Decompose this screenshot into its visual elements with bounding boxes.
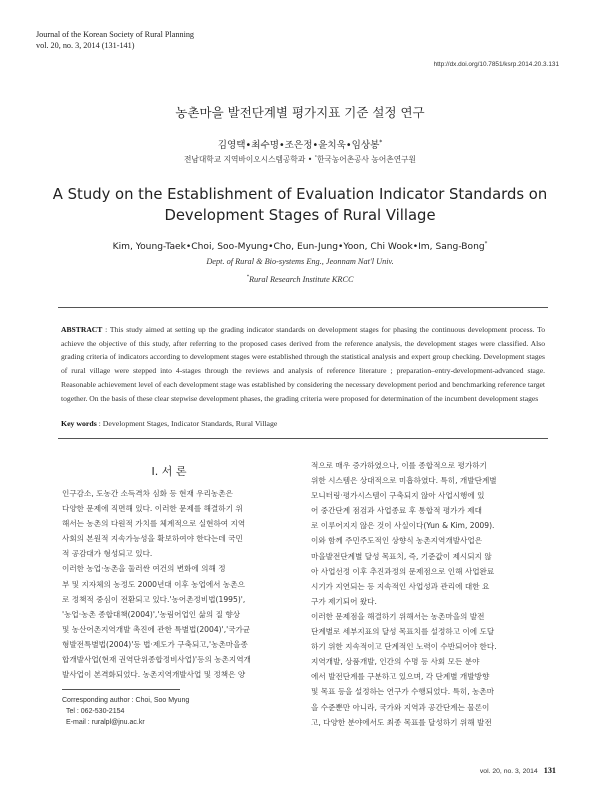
keywords xyxy=(61,419,277,428)
korean-affiliation-1: 전남대학교 지역바이오시스템공학과 • xyxy=(184,155,315,164)
korean-authors-text: 김영택•최수명•조은정•윤치욱•임상봉 xyxy=(217,140,380,151)
english-affiliation-1: Dept. of Rural & Bio-systems Eng., Jeonnam Nat'l Univ. xyxy=(206,257,394,266)
english-authors-text: Kim, Young-Taek•Choi, Soo-Myung•Cho, Eun-Jung•Yoon, Chi Wook•Im, Sang-Bong xyxy=(112,242,485,253)
body-left-column xyxy=(62,486,294,682)
journal-name: Journal of the Korean Society of Rural Planning xyxy=(36,30,195,39)
body-right-column xyxy=(311,458,543,730)
english-authors xyxy=(0,241,600,252)
english-affiliation-2 xyxy=(0,275,600,284)
body-line: 아 사업선정 이후 추진과정의 문제점으로 인해 사업완료 xyxy=(311,566,495,576)
body-line: 시기가 지연되는 등 지속적인 사업성과 관리에 대한 요 xyxy=(311,581,490,591)
body-line: 형발전특별법(2004)'등 법·제도가 구축되고,'농촌마을종 xyxy=(62,639,248,649)
keywords-text: : Development Stages, Indicator Standards, Rural Village xyxy=(96,419,278,428)
body-line: 마을발전단계별 달성 목표치, 즉, 기준값이 제시되지 않 xyxy=(311,551,492,561)
footnote xyxy=(62,695,189,728)
body-line: 이와 함께 주민주도적인 상향식 농촌지역개발사업은 xyxy=(311,536,483,546)
page-number: 131 xyxy=(543,766,556,775)
korean-affiliation-2: 한국농어촌공사 농어촌연구원 xyxy=(317,155,416,164)
body-line: 로 이루어지지 않은 것이 사실이다(Yun & Kim, 2009). xyxy=(311,521,495,531)
section-heading: Ⅰ. 서 론 xyxy=(151,465,187,478)
body-line: 단계별로 세부지표의 달성 목표치를 설정하고 이에 도달 xyxy=(311,627,495,637)
body-line: 에서 발전단계를 구분하고 있으며, 각 단계별 개발방향 xyxy=(311,672,490,682)
korean-authors xyxy=(0,137,600,151)
body-line: 구가 제기되어 왔다. xyxy=(311,596,377,606)
body-line: 발사업이 본격화되었다. 농촌지역개발사업 및 정책은 양 xyxy=(62,670,246,680)
body-line: 어 중간단계 점검과 사업종료 후 통합적 평가가 제대 xyxy=(311,506,482,516)
journal-header xyxy=(36,30,194,51)
korean-title: 농촌마을 발전단계별 평가지표 기준 설정 연구 xyxy=(175,105,425,120)
body-line: 및 농산어촌지역개발 촉진에 관한 특별법(2004)','국가균 xyxy=(62,624,251,634)
body-line: 이러한 문제점을 해결하기 위해서는 농촌마을의 발전 xyxy=(311,611,485,621)
body-line: 인구감소, 도농간 소득격차 심화 등 현재 우리농촌은 xyxy=(62,489,233,498)
english-author-mark: * xyxy=(484,241,488,247)
corresponding-author: Corresponding author : Choi, Soo Myung xyxy=(62,697,190,704)
journal-volume: vol. 20, no. 3, 2014 (131-141) xyxy=(36,40,135,50)
body-line: 다양한 문제에 직면해 있다. 이러한 문제를 해결하기 위 xyxy=(62,504,243,514)
english-title xyxy=(0,184,600,226)
abstract-bottom-rule xyxy=(58,438,548,439)
doi-link[interactable]: http://dx.doi.org/10.7851/ksrp.2014.20.3.131 xyxy=(433,61,559,68)
affiliation-mark: * xyxy=(314,155,317,161)
korean-affiliation xyxy=(0,154,600,165)
body-line: '농업·농촌 종합대책(2004)','농림어업인 삶의 질 향상 xyxy=(62,609,241,619)
body-line: 적 공감대가 형성되고 있다. xyxy=(62,549,153,559)
abstract-top-rule xyxy=(58,307,548,308)
footer-volume: vol. 20, no. 3, 2014 xyxy=(479,768,538,775)
english-affiliation-mark: * xyxy=(246,275,249,281)
body-line: 적으로 매우 증가하였으나, 이를 종합적으로 평가하기 xyxy=(311,461,487,470)
body-line: 해서는 농촌의 다원적 가치를 체계적으로 실현하여 지역 xyxy=(62,519,246,529)
english-title-line2: Development Stages of Rural Village xyxy=(164,207,436,224)
body-line: 로 정책적 중심이 전환되고 있다.'농어촌정비법(1995)', xyxy=(62,594,246,604)
body-line: 및 목표 등을 설정하는 연구가 수행되었다. 특히, 농촌마 xyxy=(311,687,495,697)
footnote-rule xyxy=(62,689,180,690)
body-line: 고, 다양한 분야에서도 최종 목표를 달성하기 위해 발전 xyxy=(311,717,492,727)
author-mark: * xyxy=(379,139,383,146)
page-footer xyxy=(480,766,556,775)
keywords-label: Key words xyxy=(61,419,97,428)
footnote-email[interactable]: E-mail : ruralpl@jnu.ac.kr xyxy=(66,719,145,726)
body-line: 을 수준뿐만 아니라, 국가와 지역과 공간단계는 물론이 xyxy=(311,702,490,712)
english-affiliation-2-text: Rural Research Institute KRCC xyxy=(248,275,354,284)
body-line: 사회의 본원적 지속가능성을 확보하여야 한다는데 국민 xyxy=(62,534,243,544)
body-line: 모니터링·평가시스템이 구축되지 않아 사업시행에 있 xyxy=(311,491,485,501)
body-line: 지역개발, 상품개발, 인간의 수명 등 사회 모든 분야 xyxy=(311,657,480,667)
footnote-tel: Tel : 062-530-2154 xyxy=(66,708,125,715)
body-line: 부 및 지자체의 농정도 2000년대 이후 농업에서 농촌으 xyxy=(62,579,245,589)
body-line: 하기 위한 지속적이고 단계적인 노력이 수반되어야 한다. xyxy=(311,642,497,652)
body-line: 위한 시스템은 상대적으로 미흡하였다. 특히, 개발단계별 xyxy=(311,476,497,486)
abstract-label: ABSTRACT xyxy=(61,325,103,334)
body-line: 합개발사업(현재 권역단위종합정비사업)'등의 농촌지역개 xyxy=(62,655,251,665)
abstract-text: : This study aimed at setting up the grading indicator standards on development stages for phasing the continuous development process. To achieve the objective of this study, after referring to the proposed cases derived from the reference analysis, the development stages were classified. Also grading criteria of indicators according to development stages were established through the statistical analysis and expert group checking. Development stages of rural village were stepped into 4-stages through the reviews and analysis of reference literature ; preparation–entry-development-advanced stage. Reasonable achievement level of each development stage was established by considering the necessary development period and benchmarking reference target together. On the basis of these clear stepwise development phases, the grading criteria were proposed for determination of the incumbent development stages xyxy=(61,325,545,403)
english-title-line1: A Study on the Establishment of Evaluation Indicator Standards on xyxy=(52,186,548,203)
body-line: 이러한 농업·농촌을 둘러싼 여건의 변화에 의해 정 xyxy=(62,564,226,574)
abstract xyxy=(61,323,545,405)
